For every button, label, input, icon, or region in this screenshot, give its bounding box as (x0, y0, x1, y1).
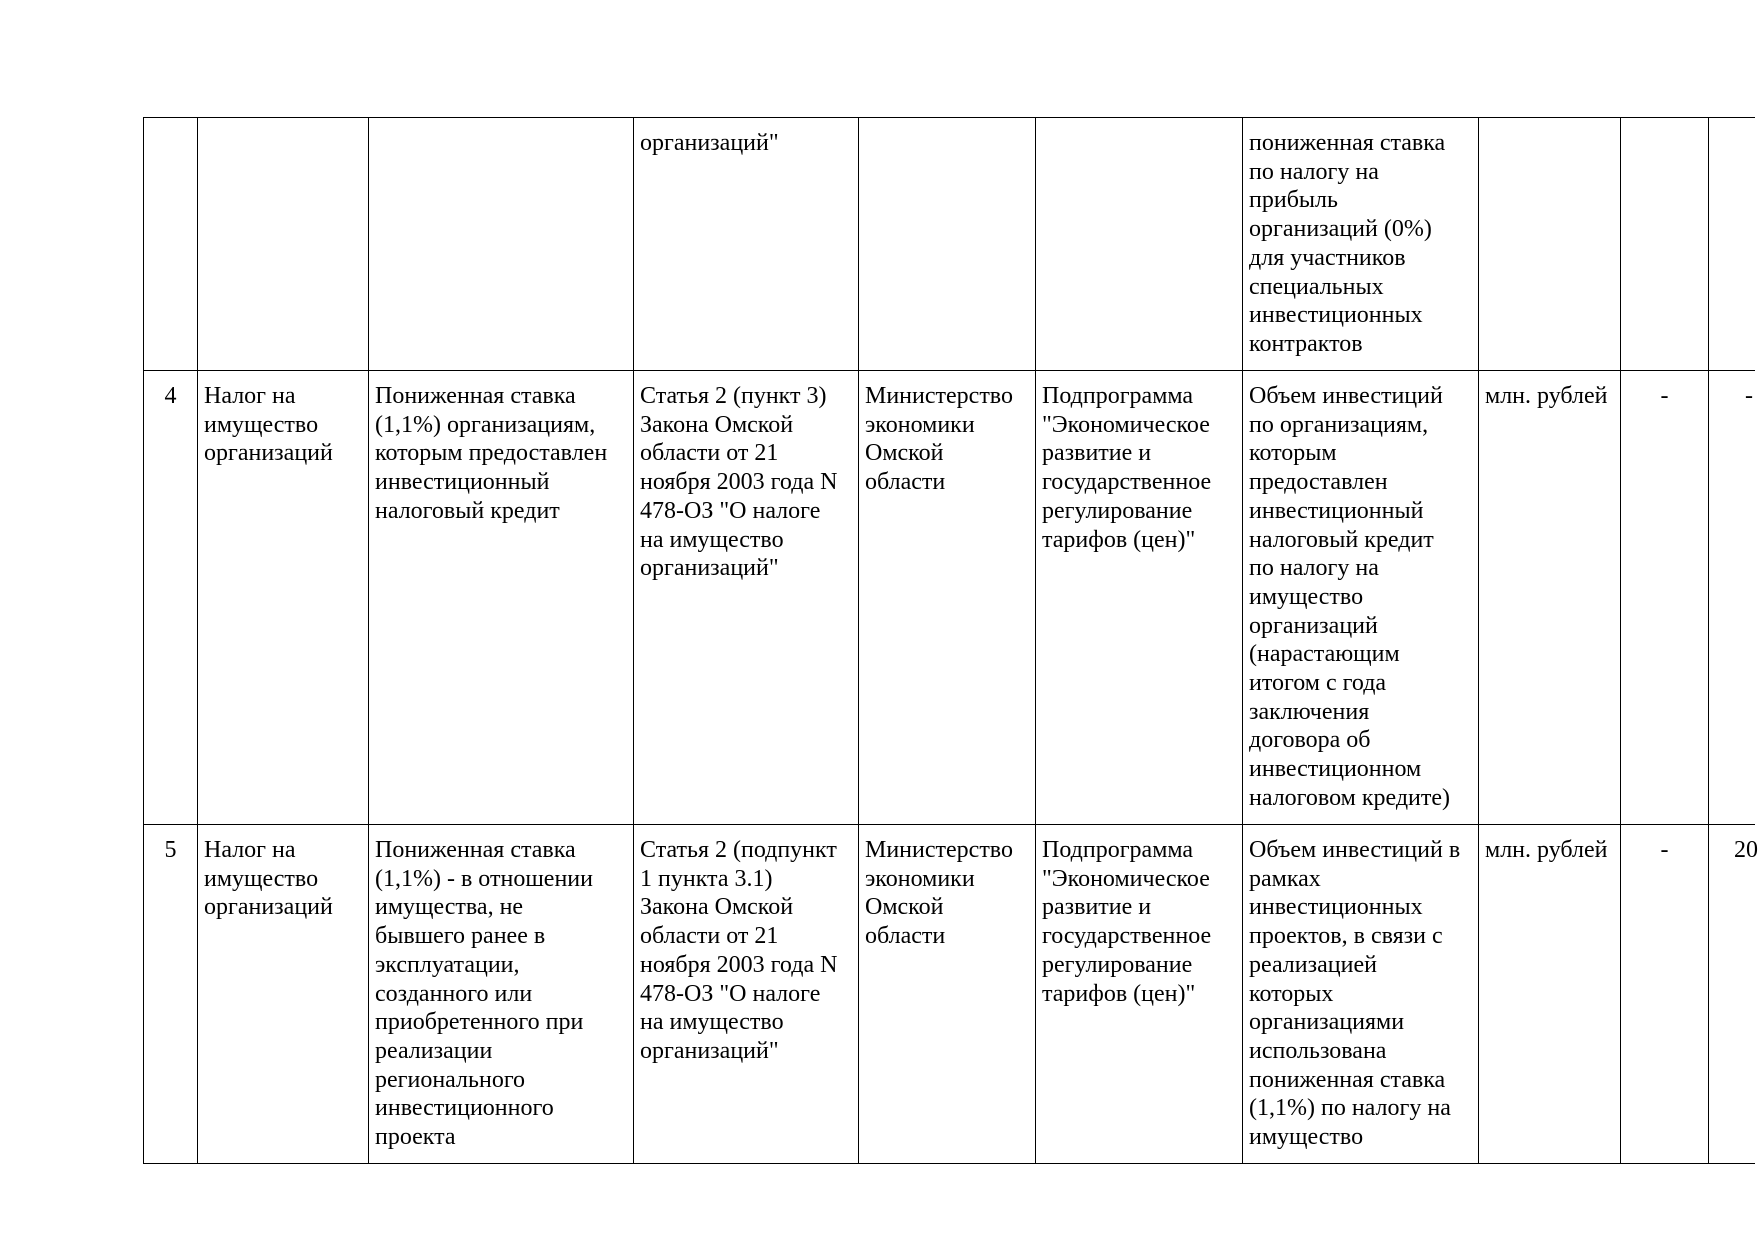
value-cell-1: - (1621, 825, 1709, 1164)
indicator-cell: Объем инвестиций по организациям, которым предоставлен инвестиционный налоговый кредит по налогу на имущество организаций (нарастающим итогом с года заключения договора об инвестиционном налоговом кредите) (1243, 371, 1479, 825)
unit-cell (1479, 118, 1621, 371)
value-cell-1: - (1621, 371, 1709, 825)
curator-cell (859, 118, 1036, 371)
tax-name-cell (198, 118, 369, 371)
benefit-description-cell: Пониженная ставка (1,1%) - в отношении имущества, не бывшего ранее в эксплуатации, созданного или приобретенного при реализации регионального инвестиционного проекта (369, 825, 634, 1164)
unit-cell: млн. рублей (1479, 825, 1621, 1164)
indicator-cell: пониженная ставка по налогу на прибыль организаций (0%) для участников специальных инвестиционных контрактов (1243, 118, 1479, 371)
legal-basis-cell: Статья 2 (подпункт 1 пункта 3.1) Закона Омской области от 21 ноября 2003 года N 478-ОЗ "О налоге на имущество организаций" (634, 825, 859, 1164)
table-row (144, 825, 1755, 1164)
benefit-description-cell (369, 118, 634, 371)
value-cell-2: - (1709, 371, 1755, 825)
tax-benefits-table (143, 117, 1758, 1164)
value-cell-2: 20 (1709, 825, 1755, 1164)
tax-name-cell: Налог на имущество организаций (198, 371, 369, 825)
table-row (144, 118, 1755, 371)
table-row (144, 371, 1755, 825)
legal-basis-cell: Статья 2 (пункт 3) Закона Омской области от 21 ноября 2003 года N 478-ОЗ "О налоге на имущество организаций" (634, 371, 859, 825)
curator-cell: Министерство экономики Омской области (859, 371, 1036, 825)
row-number-cell: 4 (144, 371, 198, 825)
tax-name-cell: Налог на имущество организаций (198, 825, 369, 1164)
value-cell-1 (1621, 118, 1709, 371)
row-number-cell (144, 118, 198, 371)
curator-cell: Министерство экономики Омской области (859, 825, 1036, 1164)
row-number-cell: 5 (144, 825, 198, 1164)
indicator-cell: Объем инвестиций в рамках инвестиционных проектов, в связи с реализацией которых организациями использована пониженная ставка (1,1%) по налогу на имущество (1243, 825, 1479, 1164)
benefit-description-cell: Пониженная ставка (1,1%) организациям, которым предоставлен инвестиционный налоговый кредит (369, 371, 634, 825)
program-cell: Подпрограмма "Экономическое развитие и государственное регулирование тарифов (цен)" (1036, 371, 1243, 825)
program-cell: Подпрограмма "Экономическое развитие и государственное регулирование тарифов (цен)" (1036, 825, 1243, 1164)
value-cell-2 (1709, 118, 1755, 371)
program-cell (1036, 118, 1243, 371)
unit-cell: млн. рублей (1479, 371, 1621, 825)
legal-basis-cell: организаций" (634, 118, 859, 371)
